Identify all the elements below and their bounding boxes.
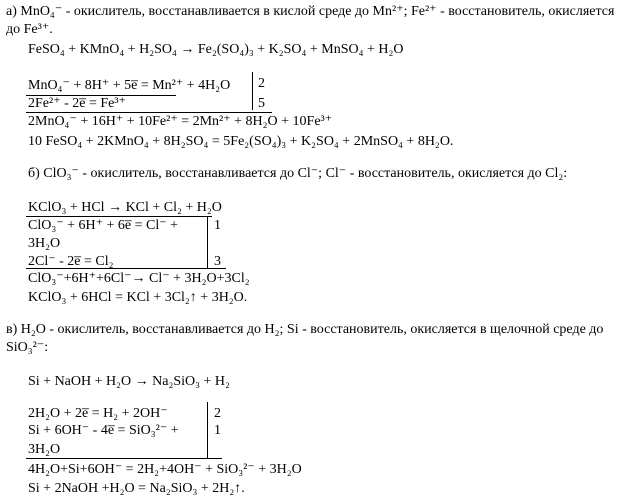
- section-c-ionic-equation: 4H₂O+Si+6OH⁻ = 2H₂+4OH⁻ + SiO₃²⁻ + 3H₂O: [28, 462, 302, 477]
- section-b-coefficient-2: 3: [214, 254, 221, 269]
- section-a-sum-rule: [26, 112, 272, 113]
- section-b-molecular-equation: KClO₃ + 6HCl = KCl + 3Cl₂↑ + 3H₂O.: [28, 290, 248, 305]
- section-c-half-reaction-2: Si + 6OH⁻ - 4e̅ = SiO₃²⁻ +: [28, 423, 179, 438]
- section-a-ionic-equation: 2MnO₄⁻ + 16H⁺ + 10Fe²⁺ = 2Mn²⁺ + 8H₂O + 10Fe³⁺: [28, 114, 333, 129]
- section-c-sum-rule: [26, 458, 222, 459]
- section-a-balance-divider-vertical: [252, 72, 253, 110]
- section-b-half-reaction-1: ClO₃⁻ + 6H⁺ + 6e̅ = Cl⁻ +: [28, 218, 179, 233]
- section-c-intro-line-1: в) H₂O - окислитель, восстанавливается до H₂; Si - восстановитель, окисляется в щелочной среде до: [6, 322, 604, 337]
- section-b-ionic-equation: ClO₃⁻+6H⁺+6Cl⁻→ Cl⁻ + 3H₂O+3Cl₂: [28, 271, 250, 286]
- section-c-molecular-equation: Si + 2NaOH +H₂O = Na₂SiO₃ + 2H₂↑.: [28, 481, 245, 496]
- section-c-reaction-scheme: Si + NaOH + H₂O → Na₂SiO₃ + H₂: [28, 374, 230, 389]
- section-a-half-reaction-1: MnO₄⁻ + 8H⁺ + 5e̅ = Mn²⁺ + 4H₂O: [28, 78, 231, 93]
- section-b-half-reaction-1-continued: 3H₂O: [28, 236, 61, 251]
- section-a-reaction-scheme: FeSO₄ + KMnO₄ + H₂SO₄ → Fe₂(SO₄)₃ + K₂SO₄ + MnSO₄ + H₂O: [28, 42, 404, 57]
- section-c-coefficient-2: 1: [214, 423, 221, 438]
- section-b-intro: б) ClO₃⁻ - окислитель, восстанавливается до Cl⁻; Cl⁻ - восстановитель, окисляется до Cl₂:: [28, 166, 568, 181]
- section-a-coefficient-2: 5: [258, 96, 265, 111]
- section-b-sum-rule: [26, 268, 226, 269]
- section-c-half-reaction-2-continued: 3H₂O: [28, 442, 61, 457]
- section-a-coefficient-1: 2: [258, 76, 265, 91]
- section-c-half-reaction-1: 2H₂O + 2e̅ = H₂ + 2OH⁻: [28, 406, 168, 421]
- section-b-half-reaction-2: 2Cl⁻ - 2e̅ = Cl₂: [28, 254, 114, 269]
- section-a-intro-line-1: а) MnO₄⁻ - окислитель, восстанавливается в кислой среде до Mn²⁺; Fe²⁺ - восстановитель, окисляется: [6, 4, 615, 19]
- section-a-half-separator: [26, 95, 176, 96]
- section-a-intro-line-2: до Fe³⁺.: [6, 22, 53, 37]
- section-a-molecular-equation: 10 FeSO₄ + 2KMnO₄ + 8H₂SO₄ = 5Fe₂(SO₄)₃ + K₂SO₄ + 2MnSO₄ + 8H₂O.: [28, 134, 454, 149]
- section-b-coefficient-1: 1: [214, 218, 221, 233]
- section-c-intro-line-2: SiO₃²⁻:: [6, 340, 49, 355]
- section-b-balance-divider-vertical: [207, 216, 208, 268]
- section-c-coefficient-1: 2: [214, 406, 221, 421]
- section-c-balance-divider-vertical: [207, 402, 208, 458]
- section-b-reaction-scheme: KClO₃ + HCl → KCl + Cl₂ + H₂O: [28, 200, 222, 215]
- section-a-half-reaction-2: 2Fe²⁺ - 2e̅ = Fe³⁺: [28, 96, 126, 111]
- section-b-top-rule: [26, 216, 212, 217]
